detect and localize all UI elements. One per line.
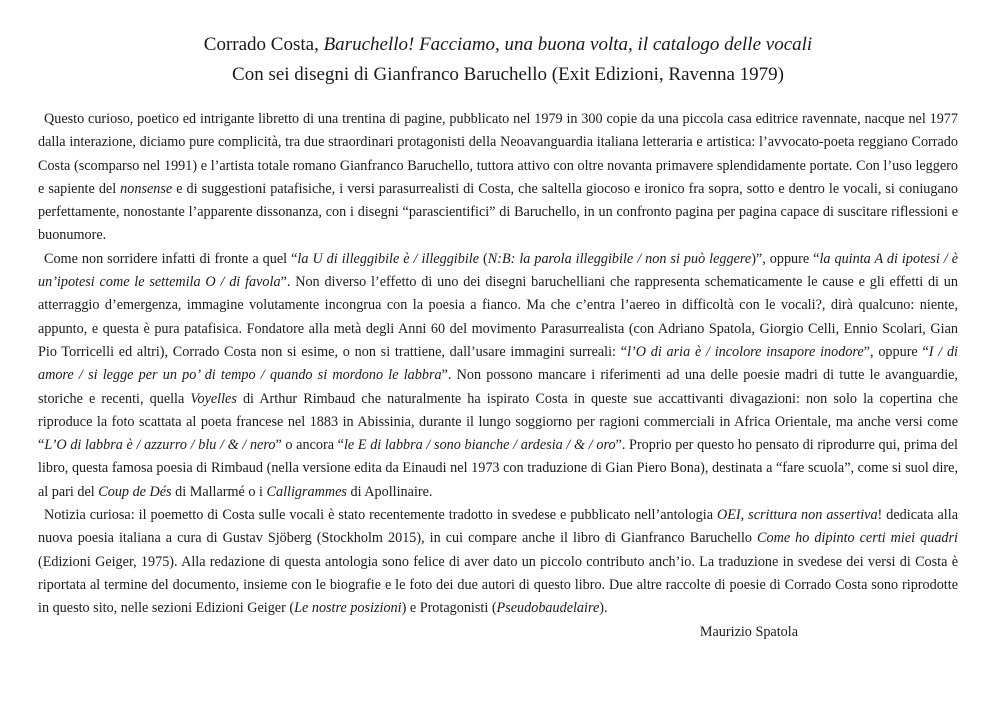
quote-run: l’O di aria è / incolore insapore inodore: [627, 343, 864, 360]
text-run: (Edizioni Geiger, 1975). Alla redazione di questa antologia sono felice di aver dato un piccolo contributo anch’io. La traduzione in svedese dei versi di Costa è riportata al termine del documento, insieme con le biografie e le foto dei due autori di questo libro. Due altre raccolte di poesie di Corrado Costa sono riprodotte in questo sito, nelle sezioni Edizioni Geiger (: [38, 553, 958, 617]
document-header: [38, 30, 958, 90]
quote-run: la U di illeggibile è / illeggibile: [297, 250, 480, 267]
italic-run: OEI, scrittura non assertiva: [717, 507, 878, 524]
article-body: [38, 108, 958, 621]
text-run: di Mallarmé o i: [171, 483, 267, 500]
italic-run: Come ho dipinto certi miei quadri: [757, 530, 958, 547]
text-run: ) e Protagonisti (: [401, 600, 497, 617]
italic-run: nonsense: [120, 180, 173, 197]
title-book: Baruchello! Facciamo, una buona volta, il catalogo delle vocali: [323, 34, 813, 55]
text-run: )”, oppure “: [751, 250, 820, 267]
italic-run: Voyelles: [190, 390, 237, 407]
text-run: ”, oppure “: [863, 343, 929, 360]
text-run: Notizia curiosa: il poemetto di Costa sulle vocali è stato recentemente tradotto in svedese e pubblicato nell’antologia: [44, 507, 717, 524]
italic-run: Coup de Dés: [98, 483, 172, 500]
text-run: ”. Non possono mancare i riferimenti ad una delle poesie madri di tutte le avanguardie, storiche e recenti, quella: [38, 367, 958, 407]
text-run: ! dedicata alla nuova poesia italiana a cura di Gustav Sjöberg (Stockholm 2015), in cui compare anche il libro di Gianfranco Baruchello: [38, 507, 958, 547]
paragraph-1: [38, 108, 958, 248]
text-run: Questo curioso, poetico ed intrigante libretto di una trentina di pagine, pubblicato nel 1979 in 300 copie da una piccola casa editrice ravennate, nacque nel 1977 dalla interazione, diciamo pure complicità, tra due straordinari protagonisti della Neoavanguardia italiana letteraria e artistica: l’avvocato-poeta reggiano Corrado Costa (scomparso nel 1991) e l’artista totale romano Gianfranco Baruchello, tuttora attivo con oltre novanta primavere splendidamente portate. Con l’uso leggero e sapiente del: [38, 111, 958, 197]
quote-run: I / di amore / si legge per un po’ di tempo / quando si mordono le labbra: [38, 343, 959, 384]
paragraph-2: [38, 248, 958, 504]
text-run: ”. Proprio per questo ho pensato di riprodurre qui, prima del libro, questa famosa poesia di Rimbaud (nella versione edita da Einaudi nel 1973 con traduzione di Gian Piero Bona), destinata a “fare scuola”, come si suol dire, al pari del: [38, 437, 958, 500]
text-run: ” o ancora “: [275, 437, 344, 454]
text-run: Come non sorridere infatti di fronte a quel “: [44, 250, 298, 267]
title-author: Corrado Costa,: [203, 34, 324, 55]
text-run: e di suggestioni patafisiche, i versi parasurrealisti di Costa, che saltella giocoso e ironico fra sopra, sotto e dentro le vocali, si coniugano perfettamente, nonostante l’apparente dissonanza, con i disegni “parascientifici” di Baruchello, in un confronto pagina per pagina capace di suscitare riflessioni e buonumore.: [38, 180, 958, 244]
text-run: ).: [599, 600, 608, 617]
italic-run: Pseudobaudelaire: [496, 600, 600, 617]
document-title: [48, 30, 968, 60]
paragraph-3: [38, 504, 958, 620]
quote-run: la quinta A di ipotesi / è un’ipotesi come le settemila O / di favola: [38, 250, 959, 291]
document-page: [38, 30, 958, 644]
signature: Maurizio Spatola: [699, 623, 798, 640]
text-run: (: [479, 250, 488, 267]
italic-run: Le nostre posizioni: [294, 600, 402, 617]
text-run: di Apollinaire.: [346, 483, 433, 500]
text-run: di Arthur Rimbaud che naturalmente ha ispirato Costa in queste sue accattivanti divagazioni: non solo la copertina che riproduce la foto scattata al poeta francese nel 1883 in Abissinia, durante il lungo soggiorno per ragioni commerciali in Africa Orientale, ma anche versi come “: [38, 390, 958, 454]
document-subtitle: Con sei disegni di Gianfranco Baruchello (Exit Edizioni, Ravenna 1979): [232, 64, 784, 85]
italic-run: Calligrammes: [266, 483, 347, 500]
quote-run: N:B: la parola illeggibile / non si può leggere: [487, 250, 752, 267]
quote-run: L’O di labbra è / azzurro / blu / & / nero: [44, 437, 276, 454]
quote-run: le E di labbra / sono bianche / ardesia / & / oro: [343, 437, 616, 454]
text-run: ”. Non diverso l’effetto di uno dei disegni baruchelliani che rappresenta schematicamente le cause e gli effetti di un atterraggio d’emergenza, immagine volutamente incongrua con la poesia a fianco. Ma che c’entra l’aereo in difficoltà con le vocali?, dirà qualcuno: niente, appunto, e questa è pura patafisica. Fondatore alla metà degli Anni 60 del movimento Parasurrealista (con Adriano Spatola, Giorgio Celli, Ennio Scolari, Gian Pio Torricelli ed altri), Corrado Costa non si esime, o non si trattiene, dall’usare immagini surreali: “: [38, 274, 958, 360]
